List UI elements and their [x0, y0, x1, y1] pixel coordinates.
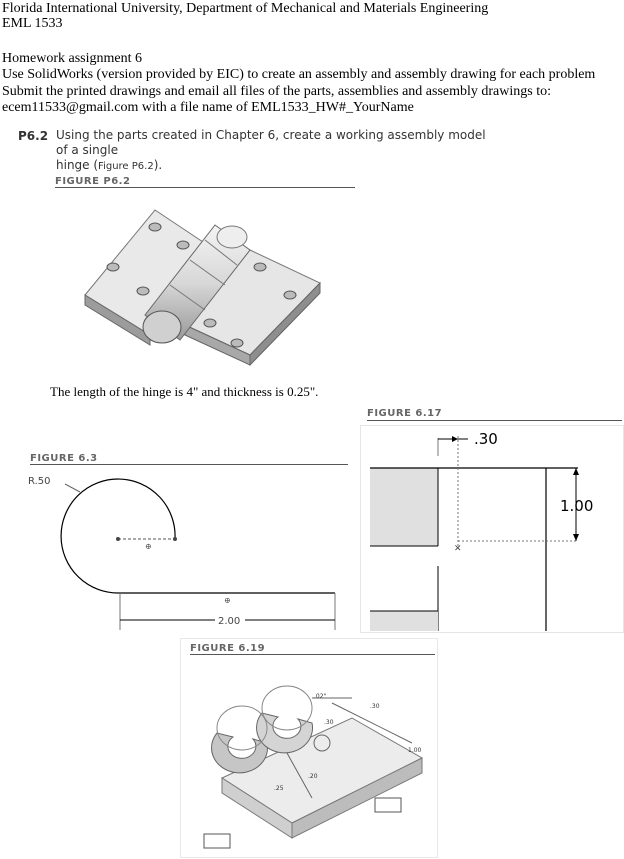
length-label: 2.00 — [218, 616, 241, 627]
figure-63-label: FIGURE 6.3 — [30, 453, 98, 464]
figure-619-label: FIGURE 6.19 — [190, 643, 266, 654]
figure-617-label: FIGURE 6.17 — [367, 408, 443, 419]
svg-text:⊕: ⊕ — [224, 596, 231, 605]
header-assignment: Homework assignment 6 — [2, 51, 142, 66]
figure-617-rule — [367, 420, 622, 421]
svg-text:⊕: ⊕ — [145, 542, 152, 551]
svg-text:.30: .30 — [370, 703, 380, 710]
figure-p62-label: FIGURE P6.2 — [55, 176, 131, 187]
svg-text:✕: ✕ — [454, 543, 462, 553]
header-instructions: Use SolidWorks (version provided by EIC) to create an assembly and assembly drawing for each problem — [2, 67, 596, 82]
svg-text:.02": .02" — [314, 693, 327, 700]
svg-text:.25: .25 — [274, 785, 284, 792]
problem-text-line1: Using the parts created in Chapter 6, create a working assembly model of a single — [56, 128, 486, 157]
figure-p62-rule — [55, 187, 355, 188]
hinge-isometric-figure — [65, 195, 345, 375]
figure-63-rule — [30, 464, 348, 465]
figure-reference: Figure P6.2 — [98, 161, 154, 172]
hinge-dimension-note: The length of the hinge is 4" and thickness is 0.25". — [50, 384, 319, 399]
dim-100: 1.00 — [560, 497, 594, 515]
header-submit: Submit the printed drawings and email all files of the parts, assemblies and assembly drawings to: — [2, 84, 552, 99]
svg-text:.30: .30 — [324, 719, 334, 726]
radius-label: R.50 — [28, 476, 51, 487]
figure-617-drawing — [362, 426, 622, 631]
problem-text-line2: hinge (Figure P6.2). — [56, 158, 163, 172]
header-university: Florida International University, Department of Mechanical and Materials Engineering — [2, 1, 489, 16]
figure-619-isometric — [182, 658, 436, 856]
dim-030: .30 — [474, 430, 498, 448]
svg-text:.20: .20 — [308, 773, 318, 780]
header-email: ecem11533@gmail.com with a file name of EML1533_HW#_YourName — [2, 100, 414, 115]
figure-63-sketch — [20, 470, 350, 635]
svg-text:1.00: 1.00 — [408, 747, 422, 754]
problem-text — [56, 128, 496, 174]
problem-number: P6.2 — [18, 129, 49, 143]
header-course: EML 1533 — [2, 16, 63, 31]
